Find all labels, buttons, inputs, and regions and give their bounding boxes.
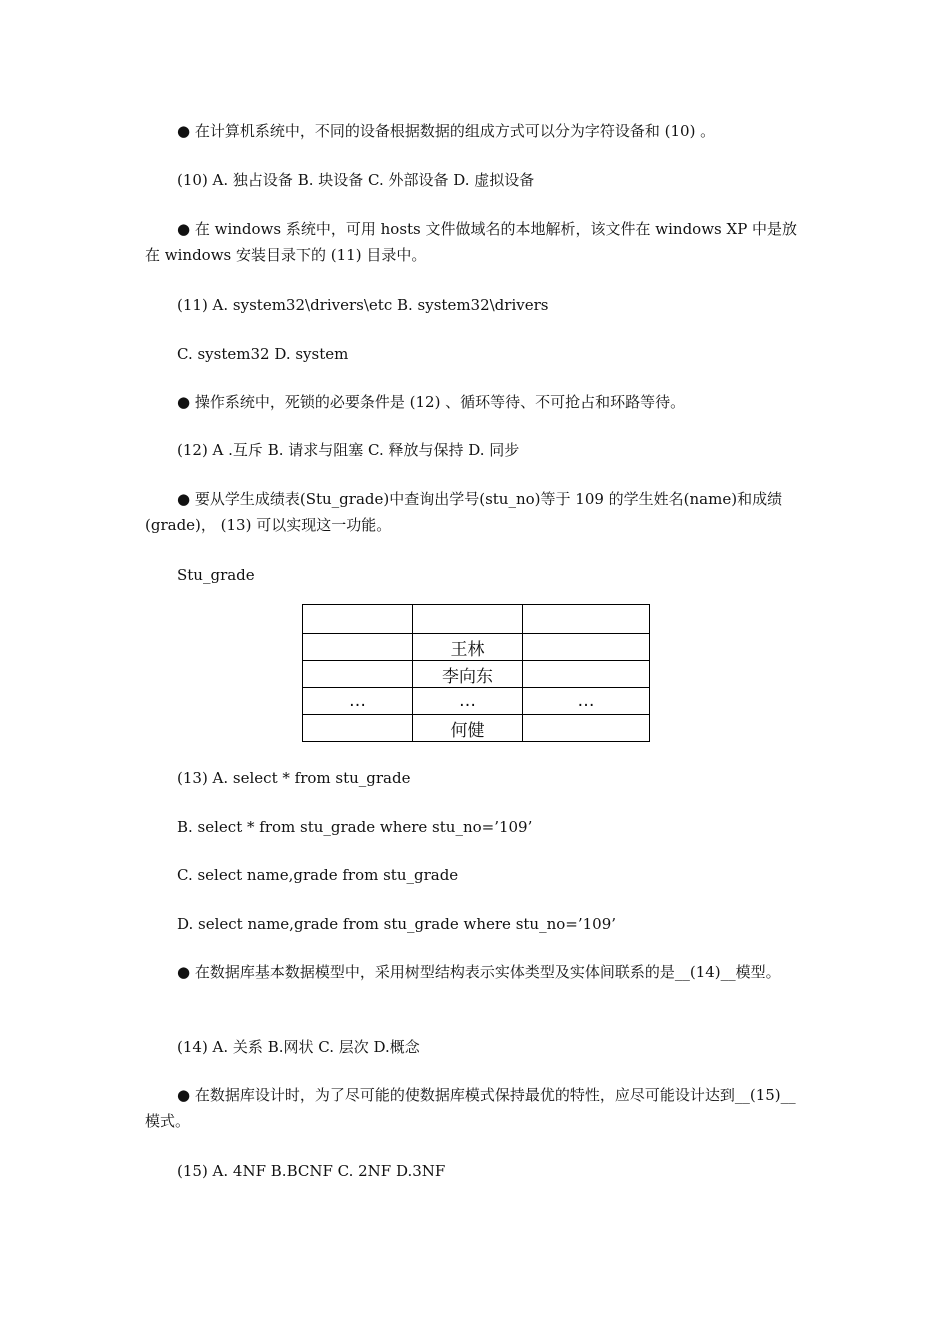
question-12-options: (12) A .互斥 B. 请求与阻塞 C. 释放与保持 D. 同步 [177,441,520,459]
table-caption: Stu_grade [177,566,255,584]
question-13-option-d: D. select name,grade from stu_grade where stu_no=’109’ [177,915,617,933]
table-row [303,688,650,715]
table-cell [413,605,523,634]
question-14-stem: ● 在数据库基本数据模型中，采用树型结构表示实体类型及实体间联系的是__(14)__模型。 [177,963,781,981]
table-cell [303,605,413,634]
question-11-stem: ● 在 windows 系统中，可用 hosts 文件做域名的本地解析，该文件在 windows XP 中是放在 windows 安装目录下的 (11) 目录中。 [145,220,798,264]
table-cell [303,634,413,661]
table-cell [523,715,650,742]
table-cell [303,661,413,688]
table-cell: … [523,688,650,715]
question-13-stem: ● 要从学生成绩表(Stu_grade)中查询出学号(stu_no)等于 109 的学生姓名(name)和成绩(grade)， (13) 可以实现这一功能。 [145,490,783,534]
table-cell [523,661,650,688]
question-12-stem: ● 操作系统中，死锁的必要条件是 (12) 、循环等待、不可抢占和环路等待。 [177,393,686,411]
table-row [303,715,650,742]
table-cell: 李向东 [413,661,523,688]
question-10-stem: ● 在计算机系统中，不同的设备根据数据的组成方式可以分为字符设备和 (10) 。 [177,122,716,140]
stu-grade-table [302,604,650,742]
table-cell [303,715,413,742]
question-11-options-line-2: C. system32 D. system [177,345,349,363]
table-row [303,605,650,634]
question-15-stem: ● 在数据库设计时，为了尽可能的使数据库模式保持最优的特性，应尽可能设计达到__(15)__模式。 [145,1086,796,1130]
table-cell: 王林 [413,634,523,661]
table-row [303,634,650,661]
table-cell [523,634,650,661]
question-13-option-b: B. select * from stu_grade where stu_no=’109’ [177,818,533,836]
question-13-option-c: C. select name,grade from stu_grade [177,866,459,884]
question-11-options-line-1: (11) A. system32\drivers\etc B. system32\drivers [177,296,549,314]
table-cell: … [413,688,523,715]
question-13-option-a: (13) A. select * from stu_grade [177,769,411,787]
table-cell: 何健 [413,715,523,742]
question-10-options: (10) A. 独占设备 B. 块设备 C. 外部设备 D. 虚拟设备 [177,171,535,189]
table-cell [523,605,650,634]
question-15-options: (15) A. 4NF B.BCNF C. 2NF D.3NF [177,1162,446,1180]
table-row [303,661,650,688]
table-cell: … [303,688,413,715]
question-14-options: (14) A. 关系 B.网状 C. 层次 D.概念 [177,1038,420,1056]
